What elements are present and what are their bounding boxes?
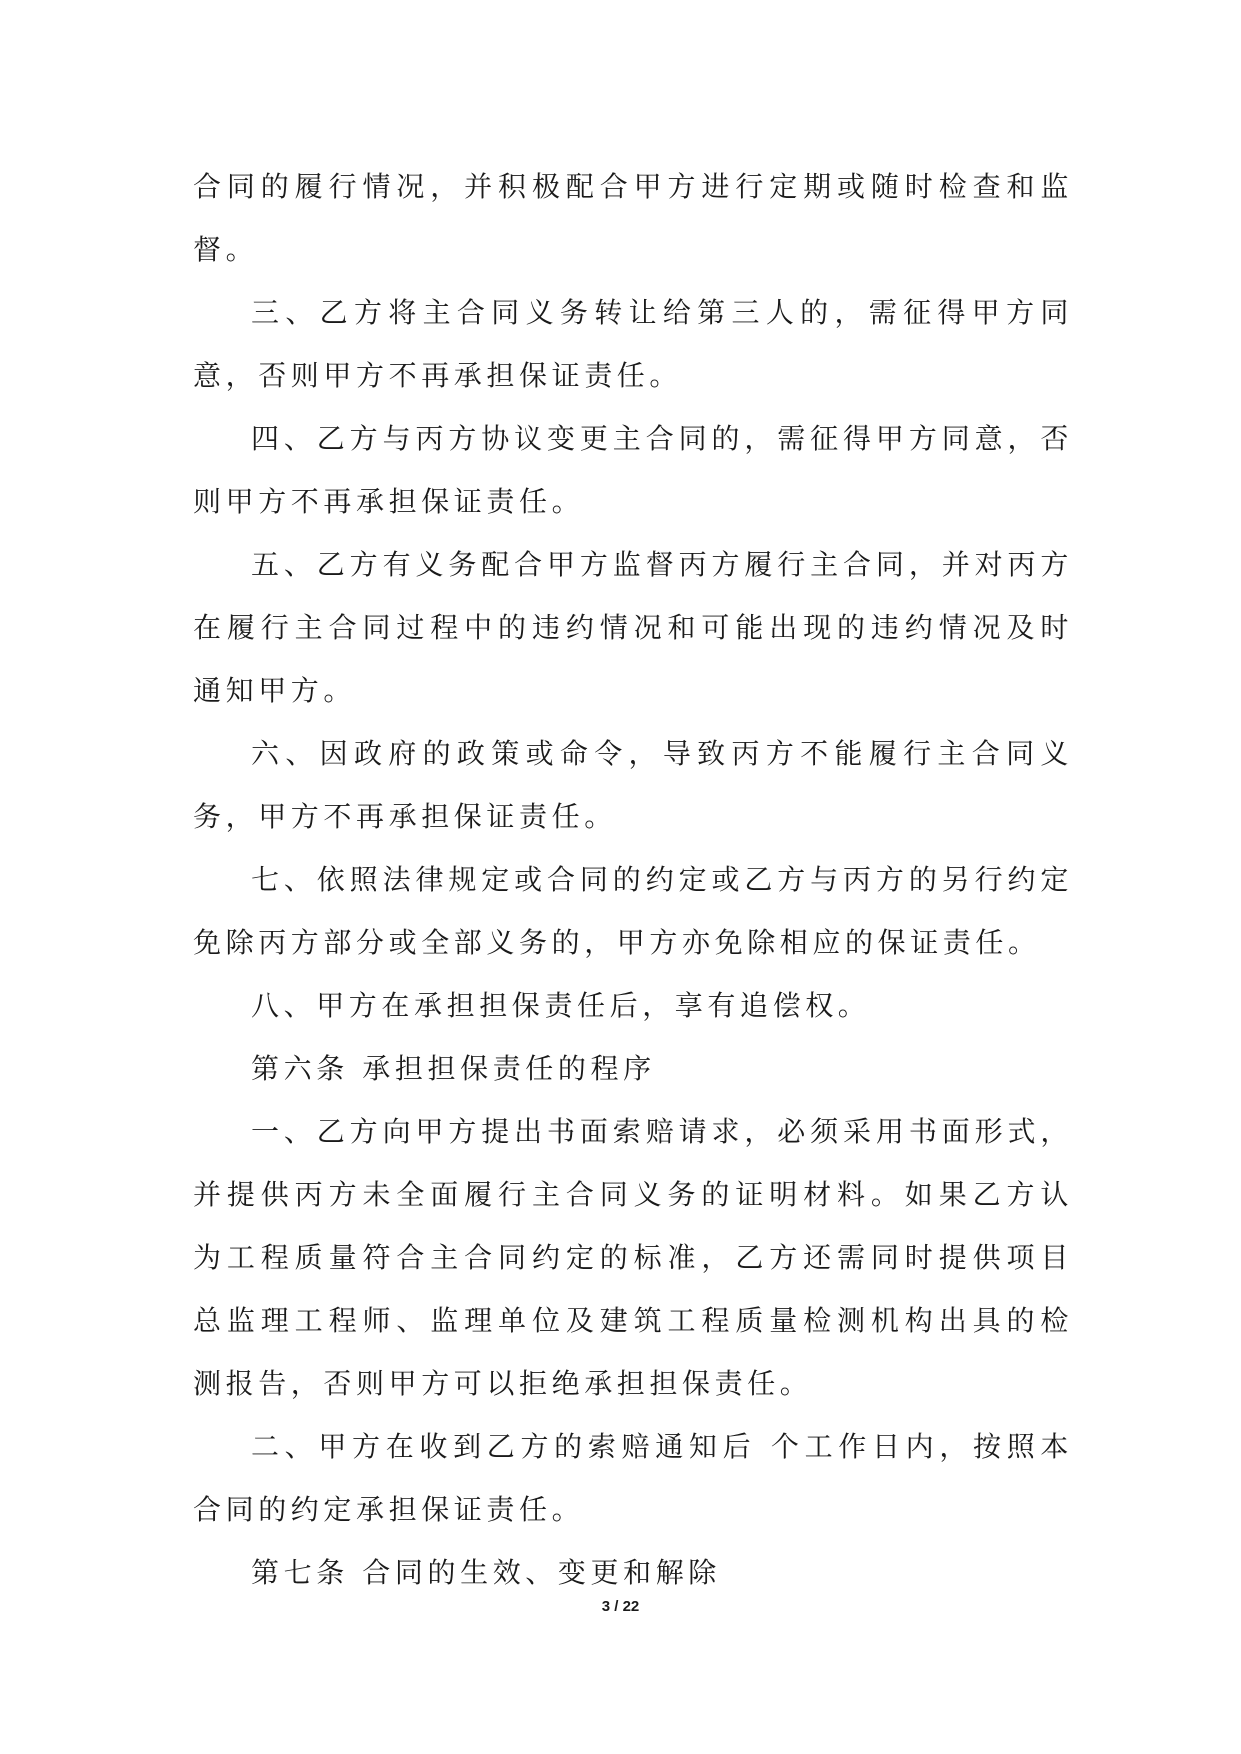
paragraph-clause-6: 六、因政府的政策或命令，导致丙方不能履行主合同义务，甲方不再承担保证责任。 (193, 737, 1073, 833)
paragraph-clause-3: 三、乙方将主合同义务转让给第三人的，需征得甲方同意，否则甲方不再承担保证责任。 (193, 296, 1073, 392)
paragraph-clause-5: 五、乙方有义务配合甲方监督丙方履行主合同，并对丙方在履行主合同过程中的违约情况和可能出现的违约情况及时通知甲方。 (193, 548, 1073, 707)
paragraph-clause-7: 七、依照法律规定或合同的约定或乙方与丙方的另行约定免除丙方部分或全部义务的，甲方亦免除相应的保证责任。 (193, 863, 1073, 959)
paragraph-article-6-item-1: 一、乙方向甲方提出书面索赔请求，必须采用书面形式，并提供丙方未全面履行主合同义务的证明材料。如果乙方认为工程质量符合主合同约定的标准，乙方还需同时提供项目总监理工程师、监理单位及建筑工程质量检测机构出具的检测报告，否则甲方可以拒绝承担担保责任。 (193, 1115, 1073, 1400)
paragraph-continuation: 合同的履行情况，并积极配合甲方进行定期或随时检查和监督。 (193, 170, 1073, 266)
paragraph-article-6-item-2: 二、甲方在收到乙方的索赔通知后 个工作日内，按照本合同的约定承担保证责任。 (193, 1430, 1073, 1526)
paragraph-clause-8: 八、甲方在承担担保责任后，享有追偿权。 (251, 989, 871, 1022)
article-6-heading: 第六条 承担担保责任的程序 (251, 1052, 656, 1085)
page-number: 3 / 22 (601, 1598, 640, 1615)
paragraph-clause-4: 四、乙方与丙方协议变更主合同的，需征得甲方同意，否则甲方不再承担保证责任。 (193, 422, 1073, 518)
document-body (193, 155, 1073, 1604)
article-7-heading: 第七条 合同的生效、变更和解除 (251, 1556, 721, 1589)
